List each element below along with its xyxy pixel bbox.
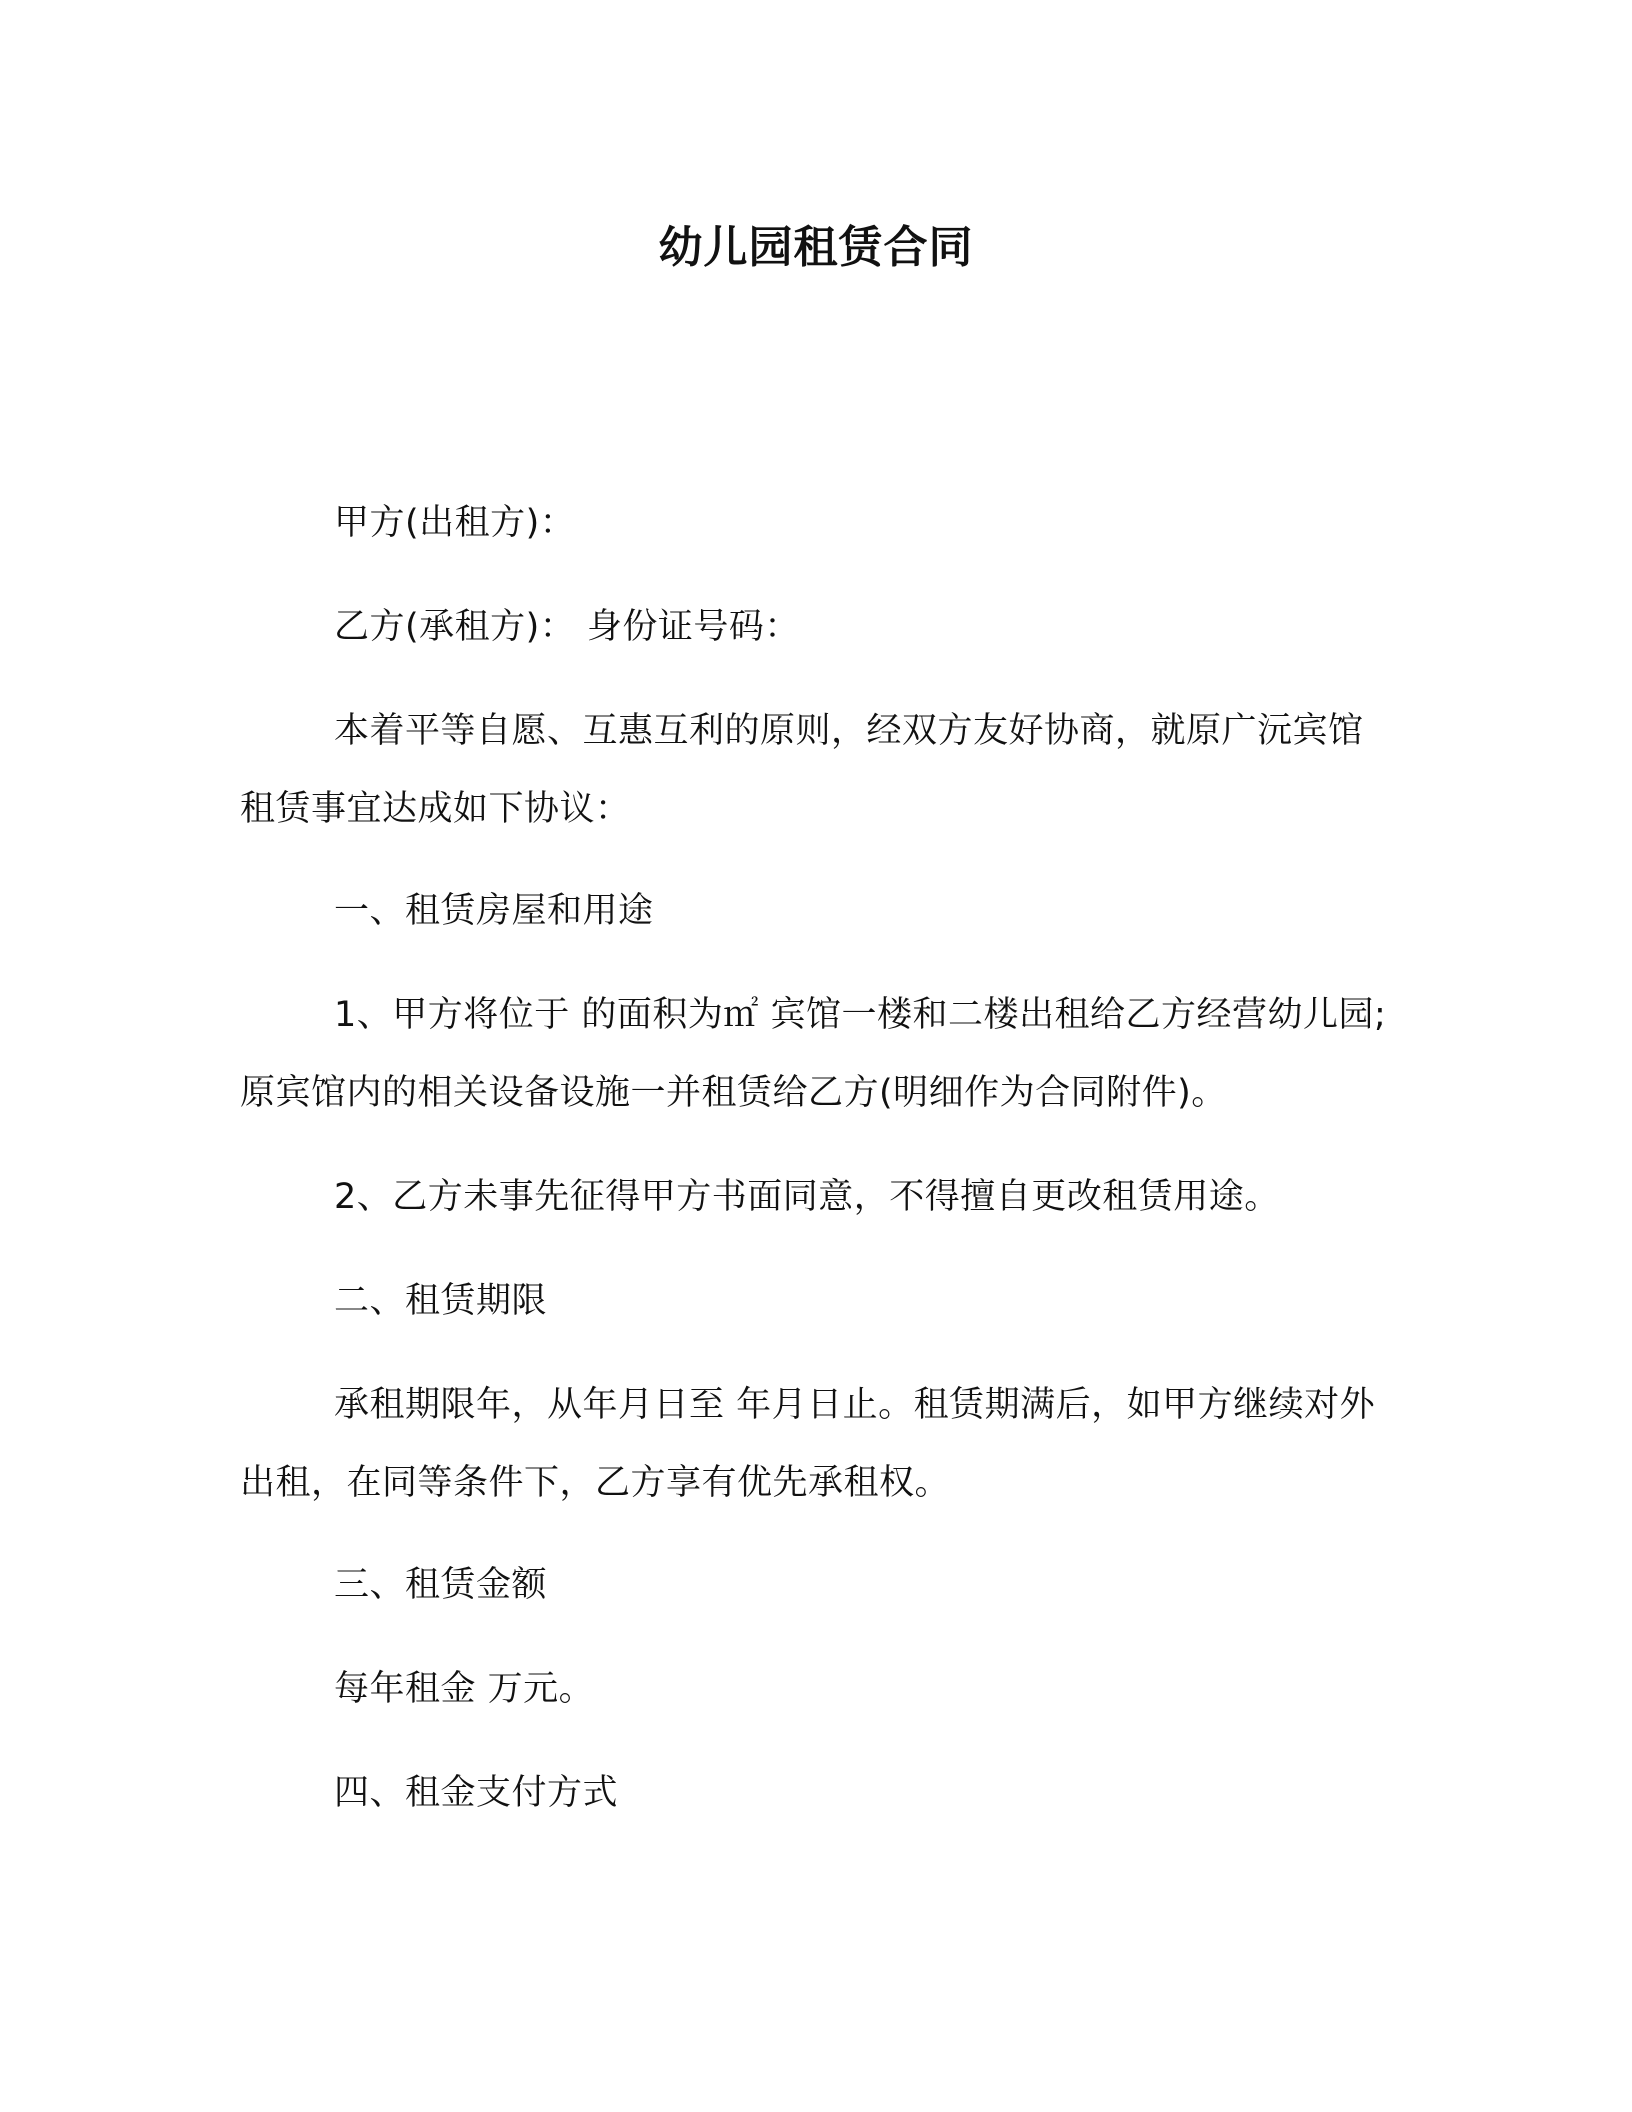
clause-3-body: 每年租金 万元。 <box>334 1669 595 1709</box>
document-title: 幼儿园租赁合同 <box>658 222 974 273</box>
section-heading-3: 三、租赁金额 <box>334 1565 548 1605</box>
clause-1-1: 1、甲方将位于 的面积为㎡ 宾馆一楼和二楼出租给乙方经营幼儿园;原宾馆内的相关设备设施一并租赁给乙方(明细作为合同附件)。 <box>240 995 1387 1113</box>
party-b-line: 乙方(承租方)： 身份证号码： <box>334 607 800 647</box>
clause-1-2: 2、乙方未事先征得甲方书面同意，不得擅自更改租赁用途。 <box>334 1177 1280 1217</box>
clause-2-body: 承租期限年，从年月日至 年月日止。租赁期满后，如甲方继续对外出租，在同等条件下，乙方享有优先承租权。 <box>240 1385 1376 1503</box>
section-heading-2: 二、租赁期限 <box>334 1281 548 1321</box>
party-a-line: 甲方(出租方)： <box>334 503 576 543</box>
section-heading-1: 一、租赁房屋和用途 <box>334 891 654 931</box>
preamble-paragraph: 本着平等自愿、互惠互利的原则，经双方友好协商，就原广沅宾馆租赁事宜达成如下协议： <box>240 711 1364 829</box>
section-heading-4: 四、租金支付方式 <box>334 1773 619 1813</box>
